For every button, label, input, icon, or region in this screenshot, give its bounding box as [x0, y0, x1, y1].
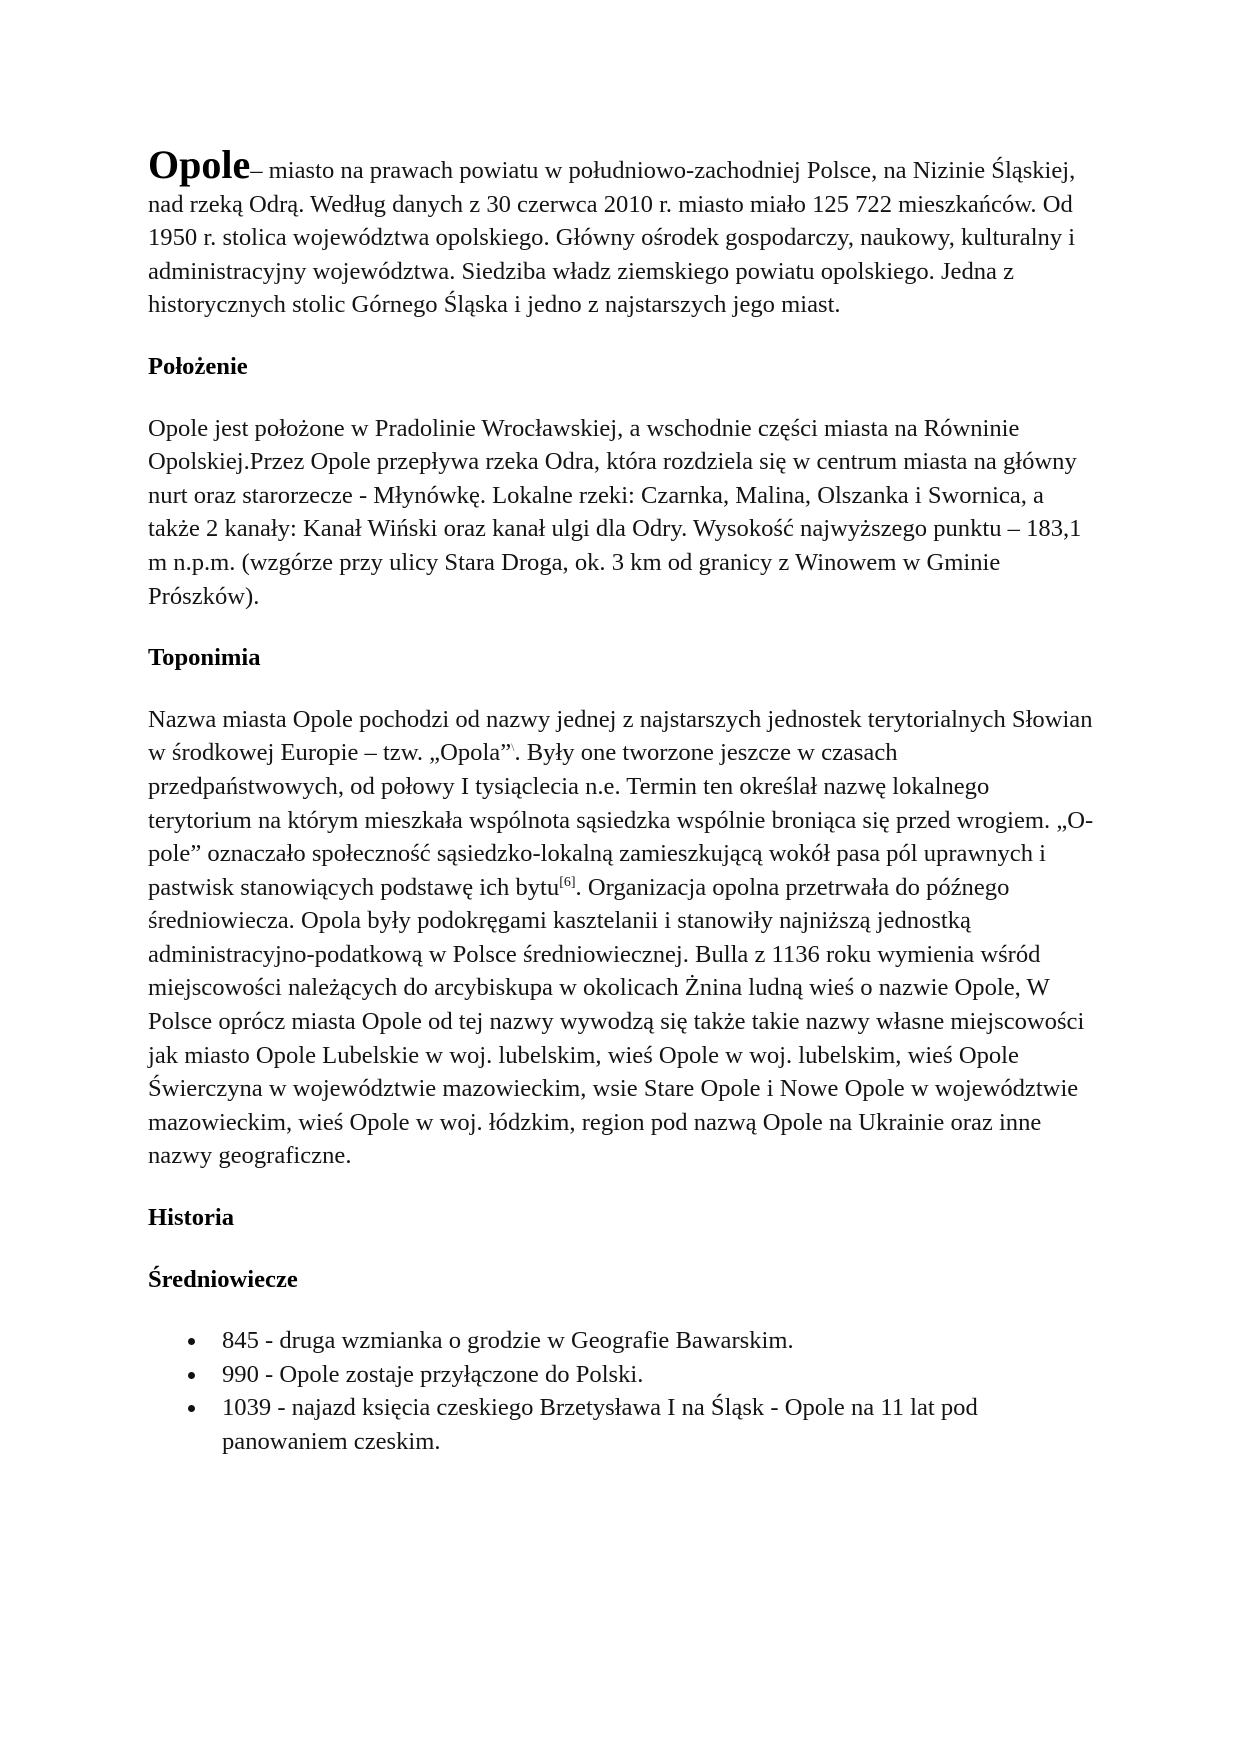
timeline-list [148, 1324, 1098, 1458]
list-item-text: 1039 - najazd księcia czeskiego Brzetysława I na Śląsk - Opole na 11 lat pod panowaniem czeskim. [222, 1394, 978, 1455]
spacer [148, 1173, 1098, 1201]
bullet-icon [188, 1372, 195, 1379]
list-item [222, 1391, 1098, 1458]
section-text-toponimia [148, 703, 1098, 1173]
note-mark: \ [511, 740, 515, 755]
toponimia-text-part3: . Organizacja opolna przetrwała do późnego średniowiecza. Opola były podokręgami kasztelanii i stanowiły najniższą jednostką administracyjno-podatkową w Polsce średniowiecznej. Bulla z 1136 roku wymienia wśród miejscowości należących do arcybiskupa w okolicach Żnina ludną wieś o nazwie Opole, W Polsce oprócz miasta Opole od tej nazwy wywodzą się także takie nazwy własne miejscowości jak miasto Opole Lubelskie w woj. lubelskim, wieś Opole w woj. lubelskim, wieś Opole Świerczyna w województwie mazowieckim, wsie Stare Opole i Nowe Opole w województwie mazowieckim, wieś Opole w woj. łódzkim, region pod nazwą Opole na Ukrainie oraz inne nazwy geograficzne. [148, 873, 1085, 1170]
toponimia-text-part2: . Były one tworzone jeszcze w czasach przedpaństwowych, od połowy I tysiąclecia n.e. Termin ten określał nazwę lokalnego terytorium na którym mieszkała wspólnota sąsiedzka wspólnie broniąca się przed wrogiem. „O-pole” oznaczało społeczność sąsiedzko-lokalną zamieszkującą wokół pasa pól uprawnych i pastwisk stanowiących podstawę ich bytu [148, 739, 1094, 901]
section-heading-toponimia: Toponimia [148, 644, 261, 672]
spacer [148, 1296, 1098, 1324]
bullet-icon [188, 1405, 195, 1412]
spacer [148, 675, 1098, 703]
list-item-text: 845 - druga wzmianka o grodzie w Geografie Bawarskim. [222, 1327, 794, 1355]
spacer [148, 384, 1098, 412]
intro-paragraph [148, 142, 1098, 322]
document-page [148, 142, 1098, 1459]
spacer [148, 613, 1098, 641]
section-heading-polozenie: Położenie [148, 352, 248, 380]
spacer [148, 322, 1098, 350]
toponimia-text-part1: Nazwa miasta Opole pochodzi od nazwy jednej z najstarszych jednostek terytorialnych Słowian w środkowej Europie – tzw. „Opola” [148, 705, 1093, 767]
section-heading-historia: Historia [148, 1204, 235, 1232]
list-item [222, 1358, 1098, 1392]
spacer [148, 1235, 1098, 1263]
intro-text: – miasto na prawach powiatu w południowo-zachodniej Polsce, na Nizinie Śląskiej, nad rzeką Odrą. Według danych z 30 czerwca 2010 r. miasto miało 125 722 mieszkańców. Od 1950 r. stolica województwa opolskiego. Główny ośrodek gospodarczy, naukowy, kulturalny i administracyjny województwa. Siedziba władz ziemskiego powiatu opolskiego. Jedna z historycznych stolic Górnego Śląska i jedno z najstarszych jego miast. [148, 157, 1076, 319]
section-text-polozenie: Opole jest położone w Pradolinie Wrocławskiej, a wschodnie części miasta na Równinie Opolskiej.Przez Opole przepływa rzeka Odra, która rozdziela się w centrum miasta na główny nurt oraz starorzecze - Młynówkę. Lokalne rzeki: Czarnka, Malina, Olszanka i Swornica, a także 2 kanały: Kanał Wiński oraz kanał ulgi dla Odry. Wysokość najwyższego punktu – 183,1 m n.p.m. (wzgórze przy ulicy Stara Droga, ok. 3 km od granicy z Winowem w Gminie Prószków). [148, 414, 1082, 610]
list-item-text: 990 - Opole zostaje przyłączone do Polski. [222, 1360, 644, 1388]
list-item [222, 1324, 1098, 1358]
bullet-icon [188, 1338, 195, 1345]
section-heading-sredniowiecze: Średniowiecze [148, 1265, 298, 1293]
document-title: Opole [148, 142, 251, 187]
footnote-reference[interactable]: [6] [559, 874, 576, 890]
